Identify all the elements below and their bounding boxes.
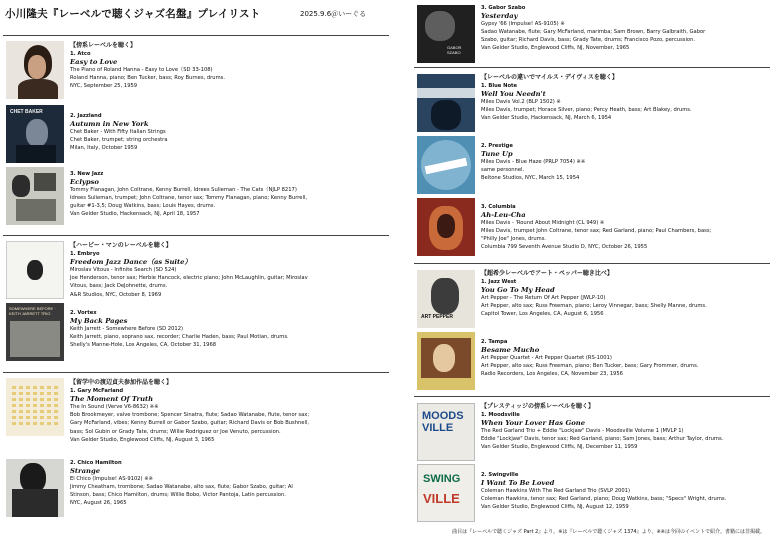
album-cover-columbia	[417, 198, 475, 256]
entry-label: 1. Jazz West	[481, 279, 517, 286]
entry-swingville	[414, 463, 770, 525]
entry-line: Van Gelder Studio, Hackensack, NJ, April 18, 1957	[70, 211, 200, 218]
entry-prestige	[414, 134, 770, 196]
entry-line: same personnel.	[481, 167, 525, 174]
cover-text: VILLE	[423, 491, 460, 506]
entry-line: Miles Davis, trumpet; Horace Silver, piano; Percy Heath, bass; Art Blakey, drums.	[481, 107, 692, 114]
entry-line: NYC, September 25, 1959	[70, 83, 138, 90]
album-title: Strange	[70, 467, 101, 476]
entry-line: Idrees Sulieman, trumpet; John Coltrane, tenor sax; Tommy Flanagan, piano; Kenny Burrell,	[70, 195, 308, 202]
album-cover-embryo	[6, 241, 64, 299]
album-cover-jazzwest	[417, 270, 475, 328]
entry-line: Gypsy '66 (Impulse! AS-9105) ※	[481, 21, 565, 28]
entry-line: Capitol Tower, Los Angeles, CA, August 6, 1956	[481, 311, 604, 318]
album-cover-szabo	[417, 5, 475, 63]
entry-line: Chet Baker, trumpet; string orchestra	[70, 137, 168, 144]
entry-line: Keith Jarrett, piano, soprano sax, recorder; Charlie Haden, bass; Paul Motian, drums.	[70, 334, 289, 341]
album-cover-chico	[6, 459, 64, 517]
entry-line: Stinson, bass; Chico Hamilton, drums; Willie Bobo, Victor Pantoja, Latin percussion.	[70, 492, 286, 499]
entry-line: Joe Henderson, tenor sax; Herbie Hancock, electric piano; John McLaughlin, guitar; Miroslav	[70, 275, 308, 282]
entry-jazzwest	[414, 267, 770, 329]
album-cover-jazzland	[6, 105, 64, 163]
entry-line: Miles Davis - 'Round About Midnight (CL 949) ※	[481, 220, 605, 227]
entry-label: 3. Columbia	[481, 204, 516, 210]
album-title: Yesterday	[481, 12, 518, 21]
entry-columbia	[414, 197, 770, 261]
entry-label: 3. Gabor Szabo	[481, 5, 526, 11]
entry-line: Miles Davis, trumpet John Coltrane, tenor sax; Red Garland, piano; Paul Chambers, bass;	[481, 228, 712, 235]
entry-line: guitar #1-3,5; Doug Watkins, bass; Louis Hayes, drums.	[70, 203, 216, 210]
entry-line: The In Sound (Verve V6-8632) ※※	[70, 404, 159, 411]
section-header: 【ハービー・マンのレーベルを聴く】	[70, 242, 172, 249]
entry-line: Sadao Watanabe, flute; Gary McFarland, marimba; Sam Brown, Barry Galbraith, Gabor	[481, 29, 706, 36]
section-art-pepper	[414, 263, 770, 394]
entry-line: Radio Recorders, Los Angeles, CA, November 23, 1956	[481, 371, 623, 378]
entry-line: Art Pepper, alto sax; Russ Freeman, piano; Leroy Vinnegar, bass; Shelly Manne, drums.	[481, 303, 707, 310]
cover-text: GABOR SZABO	[447, 45, 462, 55]
entry-atco	[3, 39, 389, 103]
entry-line: Miles Davis Vol.2 (BLP 1502) ※	[481, 99, 561, 106]
album-title: Ah-Leu-Cha	[481, 211, 526, 220]
entry-line: Van Gelder Studio, Englewood Cliffs, NJ, November, 1965	[481, 45, 630, 52]
entry-line: Art Pepper Quartet - Art Pepper Quartet (RS-1001)	[481, 355, 612, 362]
entry-line: Bob Brookmeyer, valve trombone; Spencer Sinatra, flute; Sadao Watanabe, flute, tenor sax;	[70, 412, 310, 419]
entry-line: Columbia 799 Seventh Avenue Studio D, NYC, October 26, 1955	[481, 244, 648, 251]
album-title: You Go To My Head	[481, 286, 555, 295]
entry-label: 2. Jazzland	[70, 113, 102, 119]
album-cover-atco	[6, 41, 64, 99]
album-cover-mcfarland	[6, 378, 64, 436]
cover-text: CHET BAKER	[10, 109, 43, 115]
entry-line: Van Gelder Studio, Englewood Cliffs, NJ, August 3, 1965	[70, 436, 215, 443]
cover-text: SWING	[423, 473, 461, 485]
album-title: When Your Lover Has Gone	[481, 419, 586, 428]
entry-line: "Philly Joe" Jones, drums.	[481, 236, 547, 243]
section-header: 【超希少レーベルでアート・ペッパー聴き比べ】	[481, 270, 613, 277]
entry-line: Keith Jarrett - Somewhere Before (SD 2012)	[70, 326, 184, 333]
entry-label: 1. Embryo	[70, 251, 100, 258]
section-prestige-sublabels	[414, 396, 770, 527]
entry-line: Milan, Italy, October 1959	[70, 145, 138, 152]
entry-embryo	[3, 239, 389, 301]
section-herbie-mann	[3, 235, 389, 369]
cover-text: ART PEPPER	[421, 314, 453, 320]
entry-line: Art Pepper - The Return Of Art Pepper (JWLP-10)	[481, 295, 606, 302]
entry-line: Eddie "Lockjaw" Davis, tenor sax; Red Garland, piano; Sam Jones, bass; Arthur Taylor, drums.	[481, 436, 724, 443]
album-title: Easy to Love	[70, 58, 118, 67]
entry-line: bass; Sol Gubin or Grady Tate, drums; Willie Rodriguez or Joe Venuto, percussion.	[70, 428, 281, 435]
footnote: 曲目は『レーベルで聴くジャズ Part 2』より。※は『レーベルで聴くジャズ 1374』より。※※は今回のイベントで紹介。書籍には非掲載。	[452, 529, 765, 535]
section-miles	[414, 67, 770, 264]
entry-line: Van Gelder Studio, Englewood Cliffs, NJ, December 11, 1959	[481, 444, 638, 451]
entry-label: 2. Tampa	[481, 339, 508, 345]
section-sublabels	[3, 35, 389, 231]
right-column	[414, 0, 770, 539]
section-header: 【プレスティッジの傍系レーベルを聴く】	[481, 403, 594, 410]
album-cover-vortex	[6, 303, 64, 361]
entry-tampa	[414, 330, 770, 392]
album-cover-bluenote	[417, 74, 475, 132]
entry-line: Jimmy Cheatham, trombone; Sadao Watanabe, alto sax, flute; Gabor Szabo, guitar; Al	[70, 484, 293, 491]
entry-label: 1. Gary McFarland	[70, 388, 124, 395]
entry-line: The Red Garland Trio + Eddie "Lockjaw" Davis - Moodsville Volume 1 (MVLP 1)	[481, 428, 684, 435]
entry-line: NYC, August 26, 1965	[70, 500, 127, 507]
entry-line: Miles Davis - Blue Haze (PRLP 7054) ※※	[481, 159, 586, 166]
event-date: 2025.9.6＠いーぐる	[300, 10, 367, 18]
entry-line: Roland Hanna, piano; Ben Tucker, bass; Roy Burnes, drums.	[70, 75, 225, 82]
entry-line: El Chico (Impulse! AS-9102) ※※	[70, 476, 153, 483]
entry-line: Shelly's Manne-Hole, Los Angeles, CA, October 31, 1968	[70, 342, 217, 349]
album-cover-moodsville	[417, 403, 475, 461]
entry-label: 2. Swingville	[481, 472, 519, 478]
entry-line: Beltone Studios, NYC, March 15, 1954	[481, 175, 580, 182]
entry-bluenote	[414, 71, 770, 133]
album-cover-prestige	[417, 136, 475, 194]
album-cover-tampa	[417, 332, 475, 390]
entry-line: Miroslav Vitous - Infinite Search (SD 524)	[70, 267, 177, 274]
cover-text: MOODS VILLE	[422, 410, 464, 434]
album-cover-newjazz	[6, 167, 64, 225]
entry-label: 2. Chico Hamilton	[70, 460, 122, 466]
entry-szabo	[414, 3, 770, 65]
page-title: 小川隆夫『レーベルで聴くジャズ名盤』プレイリスト	[5, 8, 261, 20]
album-title: Besame Mucho	[481, 346, 540, 355]
entry-label: 2. Vortex	[70, 310, 97, 316]
cover-text: SOMEWHERE BEFORE · KEITH JARRETT TRIO	[9, 306, 56, 316]
entry-line: Van Gelder Studio, Englewood Cliffs, NJ, August 12, 1959	[481, 504, 629, 511]
album-title: Well You Needn't	[481, 90, 546, 99]
entry-line: Gary McFarland, vibes; Kenny Burrell or Gabor Szabo, guitar; Richard Davis or Bob Bushnell,	[70, 420, 310, 427]
entry-line: A&R Studios, NYC, October 8, 1969	[70, 291, 162, 298]
entry-line: Tommy Flanagan, John Coltrane, Kenny Burrell, Idrees Sulieman - The Cats（NJLP 8217)	[70, 187, 297, 194]
section-header: 【レーベルの違いでマイルス・デイヴィスを聴く】	[481, 74, 618, 81]
entry-jazzland	[3, 104, 389, 166]
entry-line: Van Gelder Studio, Hackensack, NJ, March 6, 1954	[481, 115, 612, 122]
album-title: My Back Pages	[70, 317, 128, 326]
entry-line: Coleman Hawkins With The Red Garland Trio (SVLP 2001)	[481, 488, 630, 495]
entry-line: Art Pepper, alto sax; Russ Freeman, piano; Ben Tucker, bass; Gary Frommer, drums.	[481, 363, 699, 370]
album-title: Tune Up	[481, 150, 513, 159]
entry-line: The Piano of Roland Hanna - Easy to Love（SD 33-108)	[70, 67, 213, 74]
album-title: Eclypso	[70, 178, 99, 187]
entry-mcfarland	[3, 376, 389, 454]
entry-chico	[3, 459, 389, 531]
album-title: The Moment Of Truth	[70, 395, 154, 404]
entry-line: Coleman Hawkins, tenor sax; Red Garland, piano; Doug Watkins, bass; "Specs" Wright, drums.	[481, 496, 727, 503]
entry-vortex	[3, 302, 389, 366]
album-title: I Want To Be Loved	[481, 479, 555, 488]
album-cover-swingville	[417, 464, 475, 522]
entry-label: 2. Prestige	[481, 143, 513, 149]
entry-line: Chet Baker - With Fifty Italian Strings	[70, 129, 166, 136]
entry-moodsville	[414, 400, 770, 462]
entry-label: 1. Blue Note	[481, 83, 518, 90]
album-title: Autumn in New York	[70, 120, 149, 129]
entry-label: 1. Moodsville	[481, 412, 520, 419]
section-watanabe	[3, 372, 389, 533]
entry-label: 3. New Jazz	[70, 171, 104, 177]
entry-line: Szabo, guitar; Richard Davis, bass; Grady Tate, drums; Francisco Pozo, percussion.	[481, 37, 696, 44]
left-column	[3, 0, 389, 539]
section-header: 【留学中の渡辺貞夫参加作品を聴く】	[70, 379, 173, 386]
album-title: Freedom Jazz Dance（as Suite）	[70, 258, 192, 267]
entry-line: Vitous, bass; Jack DeJohnette, drums.	[70, 283, 168, 290]
entry-label: 1. Atco	[70, 51, 91, 58]
entry-newjazz	[3, 166, 389, 230]
section-header: 【傍系レーベルを聴く】	[70, 42, 137, 49]
